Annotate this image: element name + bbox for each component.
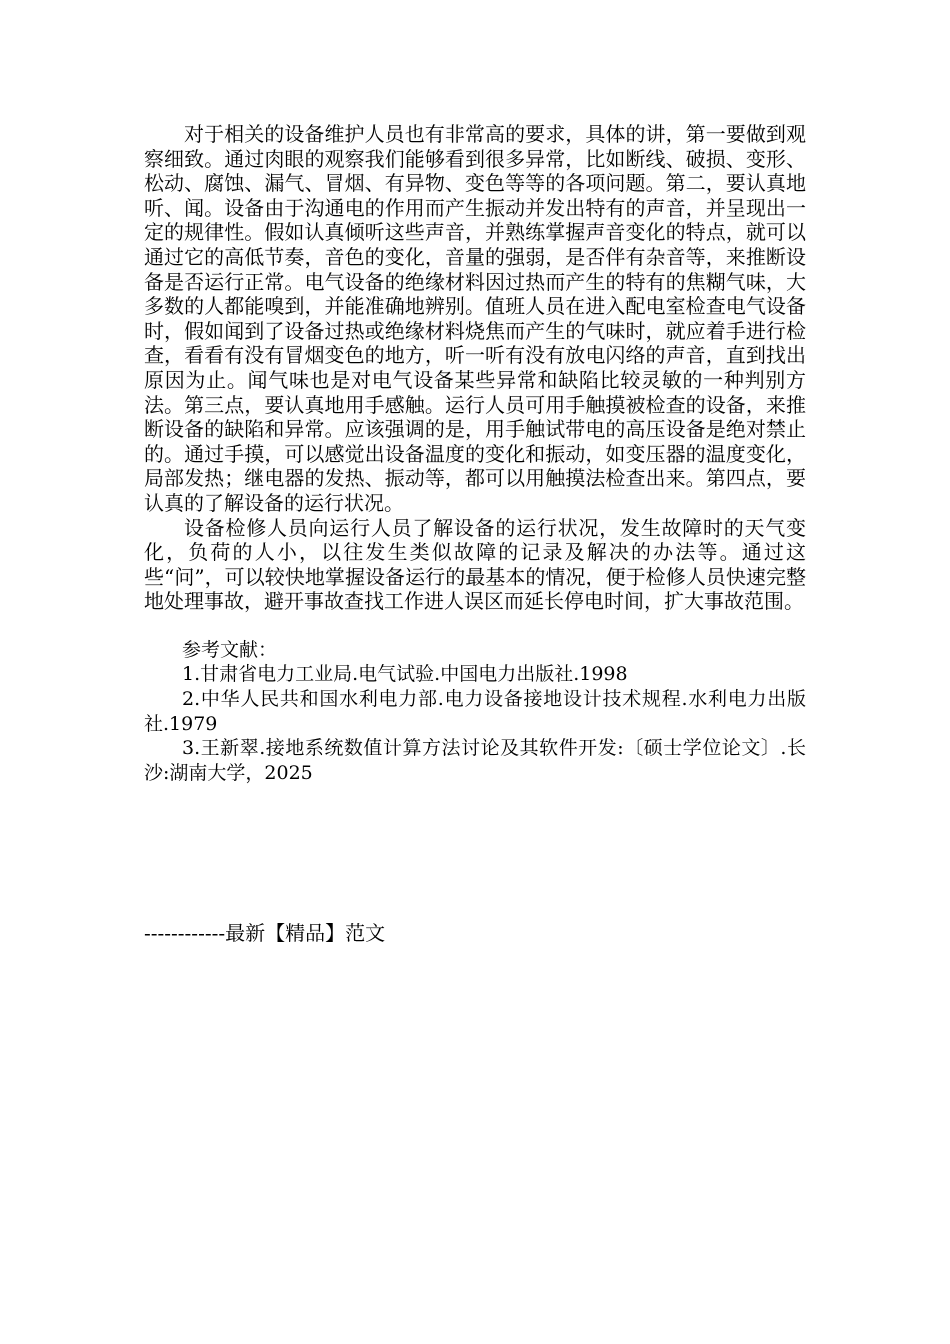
references-heading: 参考文献： [182, 638, 278, 661]
document-page [144, 122, 806, 785]
reference-item-2: 2.中华人民共和国水利电力部.电力设备接地设计技术规程.水利电力出版社.1979 [144, 688, 806, 735]
reference-item-1: 1.甘肃省电力工业局.电气试验.中国电力出版社.1998 [182, 663, 628, 686]
body-paragraph-1: 对于相关的设备维护人员也有非常高的要求，具体的讲，第一要做到观察细致。通过肉眼的观察我们能够看到很多异常，比如断线、破损、变形、松动、腐蚀、漏气、冒烟、有异物、变色等等的各项问题。第二，要认真地听、闻。设备由于沟通电的作用而产生振动并发出特有的声音，并呈现出一定的规律性。假如认真倾听这些声音，并熟练掌握声音变化的特点，就可以通过它的高低节奏，音色的变化，音量的强弱，是否伴有杂音等，来推断设备是否运行正常。电气设备的绝缘材料因过热而产生的特有的焦糊气味，大多数的人都能嗅到，并能准确地辨别。值班人员在进入配电室检查电气设备时，假如闻到了设备过热或绝缘材料烧焦而产生的气味时，就应着手进行检查，看看有没有冒烟变色的地方，听一听有没有放电闪络的声音，直到找出原因为止。闻气味也是对电气设备某些异常和缺陷比较灵敏的一种判别方法。第三点，要认真地用手感触。运行人员可用手触摸被检查的设备，来推断设备的缺陷和异常。应该强调的是，用手触试带电的高压设备是绝对禁止的。通过手摸，可以感觉出设备温度的变化和振动，如变压器的温度变化，局部发热；继电器的发热、振动等，都可以用触摸法检查出来。第四点，要认真的了解设备的运行状况。 [144, 122, 806, 515]
body-paragraph-2: 设备检修人员向运行人员了解设备的运行状况，发生故障时的天气变化，负荷的人小，以往发生类似故障的记录及解决的办法等。通过这些“问”，可以较快地掌握设备运行的最基本的情况，便于检修人员快速完整地处理事故，避开事故查找工作进人误区而延长停电时间，扩大事故范围。 [144, 515, 806, 614]
references-section [144, 638, 806, 786]
footer-text: ------------最新【精品】范文 [144, 921, 386, 945]
reference-item-3: 3.王新翠.接地系统数值计算方法讨论及其软件开发:〔硕士学位论文〕.长沙:湖南大学，2025 [144, 737, 806, 784]
